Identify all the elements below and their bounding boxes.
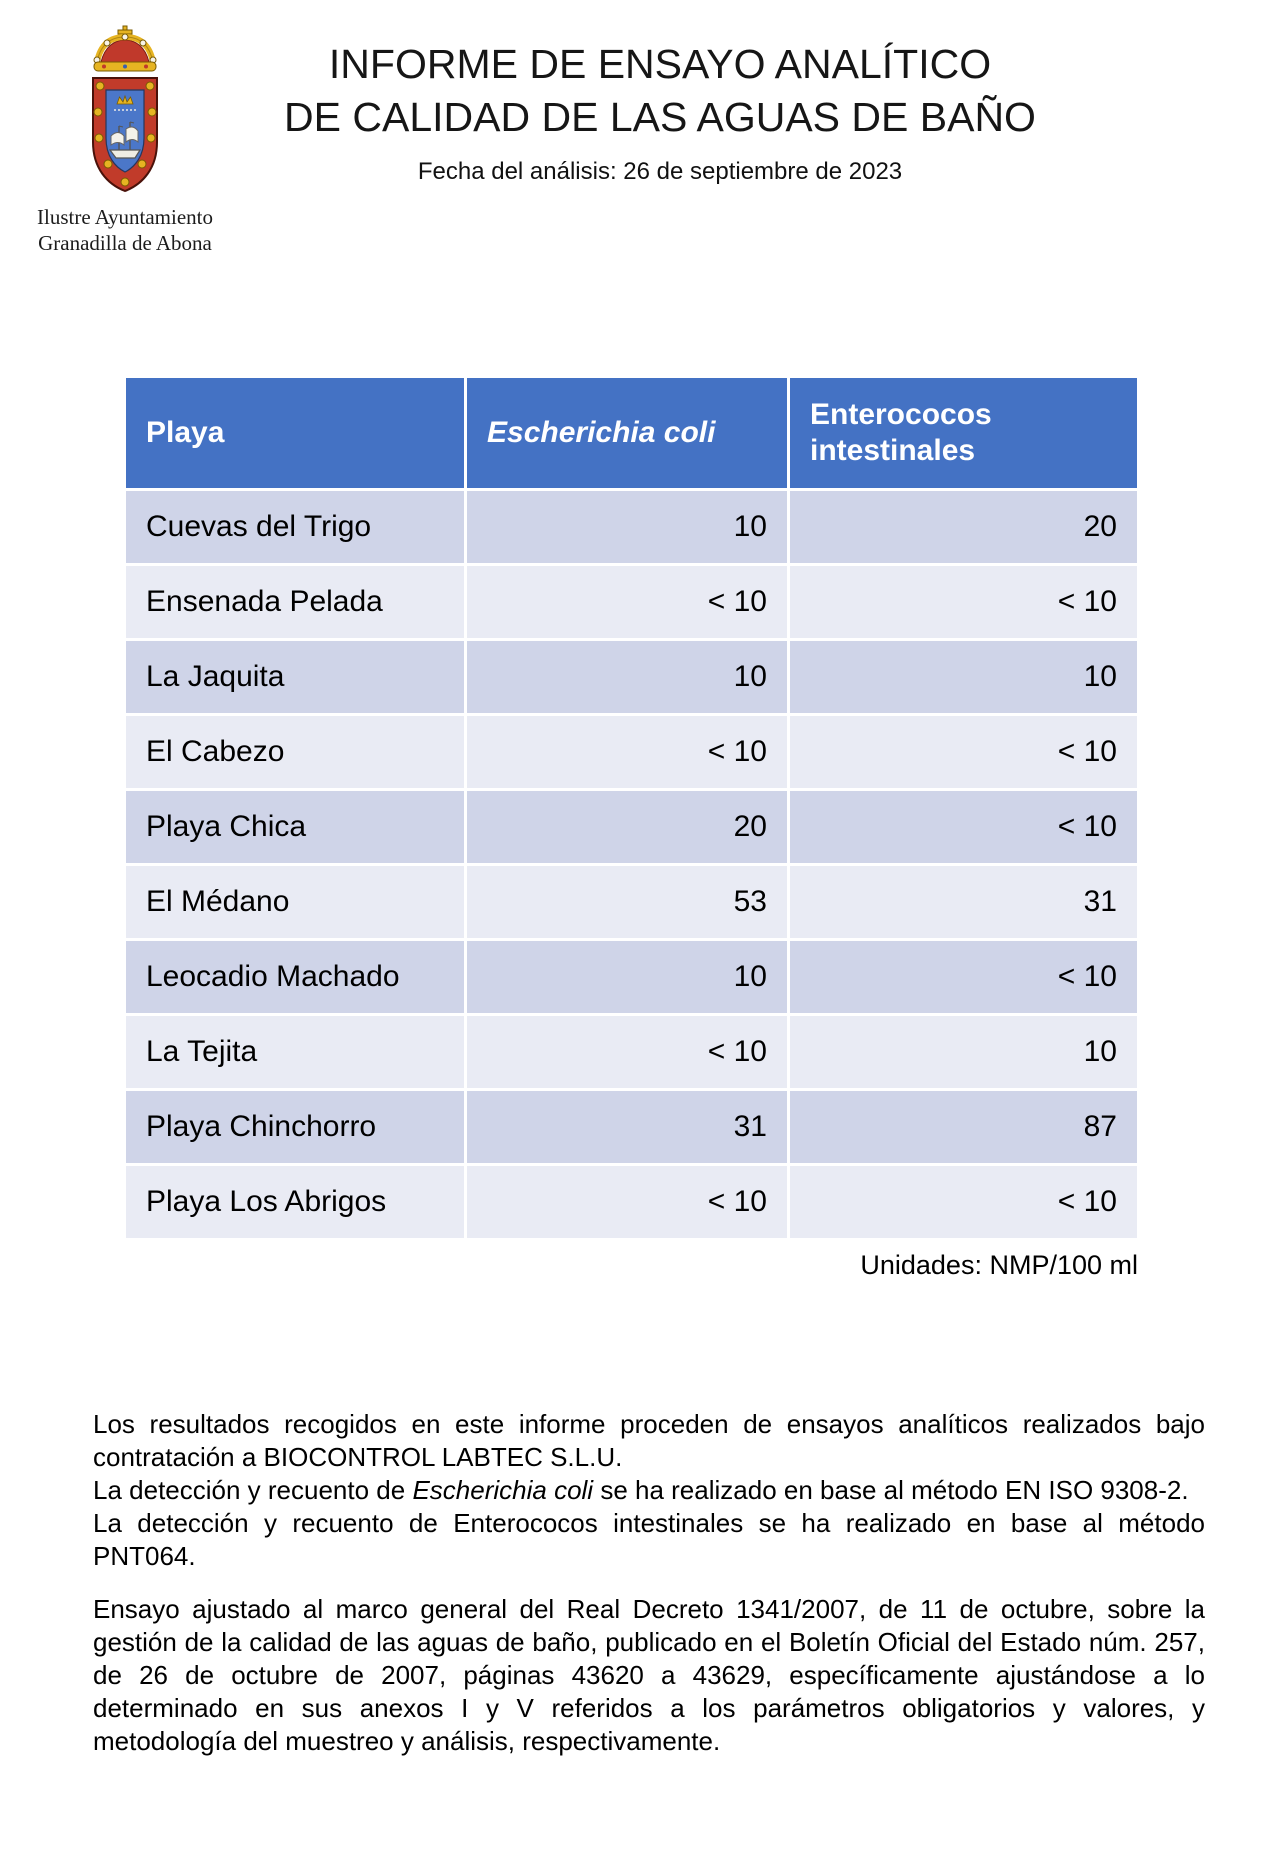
column-header-enterococos-intestinales: Enterococos intestinales [790,378,1137,488]
ecoli-value-cell: 53 [467,866,787,938]
organization-name-line2: Granadilla de Abona [38,231,212,255]
ecoli-value-cell: 10 [467,491,787,563]
beach-name-cell: Playa Los Abrigos [126,1166,464,1238]
footnote-paragraph [93,1507,1205,1573]
beach-name-cell: Playa Chinchorro [126,1091,464,1163]
column-header-escherichia-coli: Escherichia coli [467,378,787,488]
enterococos-value-cell: < 10 [790,1166,1137,1238]
ecoli-value-cell: 20 [467,791,787,863]
beach-name-cell: La Jaquita [126,641,464,713]
footnote-italic-segment: Escherichia coli [412,1475,594,1505]
beach-name-cell: Playa Chica [126,791,464,863]
analysis-date: Fecha del análisis: 26 de septiembre de 2023 [417,158,903,185]
beach-name-cell: La Tejita [126,1016,464,1088]
footnote-segment: Ensayo ajustado al marco general del Real Decreto 1341/2007, de 11 de octubre, sobre la gestión de la calidad de las aguas de baño, publicado en el Boletín Oficial del Estado núm. 257, de 26 de octubre de 2007, páginas 43620 a 43629, específicamente ajustándose a lo determinado en sus anexos I y V referidos a los parámetros obligatorios y valores, y metodología del muestreo y análisis, respectivamente. [93,1594,1205,1756]
footnote-segment: La detección y recuento de [93,1475,413,1505]
footnote-segment: se ha realizado en base al método EN ISO 9308-2. [593,1475,1189,1505]
coat-of-arms-icon [30,24,220,200]
ecoli-value-cell: < 10 [467,1016,787,1088]
ecoli-value-cell: 31 [467,1091,787,1163]
enterococos-value-cell: 20 [790,491,1137,563]
report-header [230,38,1090,186]
enterococos-value-cell: 10 [790,1016,1137,1088]
footnote-segment: La detección y recuento de Enterococos intestinales se ha realizado en base al método PNT064. [93,1508,1205,1571]
footnotes [93,1408,1205,1758]
enterococos-value-cell: < 10 [790,941,1137,1013]
report-title-line2: DE CALIDAD DE LAS AGUAS DE BAÑO [284,94,1036,140]
beach-name-cell: Ensenada Pelada [126,566,464,638]
beach-name-cell: Cuevas del Trigo [126,491,464,563]
beach-name-cell: Leocadio Machado [126,941,464,1013]
footnote-segment: Los resultados recogidos en este informe proceden de ensayos analíticos realizados bajo contratación a BIOCONTROL LABTEC S.L.U. [93,1409,1205,1472]
organization-name [30,204,220,256]
municipality-logo [30,24,220,256]
organization-name-line1: Ilustre Ayuntamiento [37,205,213,229]
results-table [126,378,1138,1238]
column-header-playa: Playa [126,378,464,488]
ecoli-value-cell: 10 [467,941,787,1013]
beach-name-cell: El Cabezo [126,716,464,788]
enterococos-value-cell: < 10 [790,716,1137,788]
footnote-paragraph [93,1408,1205,1474]
enterococos-value-cell: 10 [790,641,1137,713]
footnote-paragraph [93,1474,1205,1507]
enterococos-value-cell: < 10 [790,791,1137,863]
ecoli-value-cell: < 10 [467,1166,787,1238]
report-title-line1: INFORME DE ENSAYO ANALÍTICO [328,41,992,87]
units-note: Unidades: NMP/100 ml [860,1250,1138,1280]
ecoli-value-cell: 10 [467,641,787,713]
ecoli-value-cell: < 10 [467,716,787,788]
ecoli-value-cell: < 10 [467,566,787,638]
footnote-paragraph [93,1593,1205,1758]
enterococos-value-cell: < 10 [790,566,1137,638]
enterococos-value-cell: 87 [790,1091,1137,1163]
beach-name-cell: El Médano [126,866,464,938]
enterococos-value-cell: 31 [790,866,1137,938]
